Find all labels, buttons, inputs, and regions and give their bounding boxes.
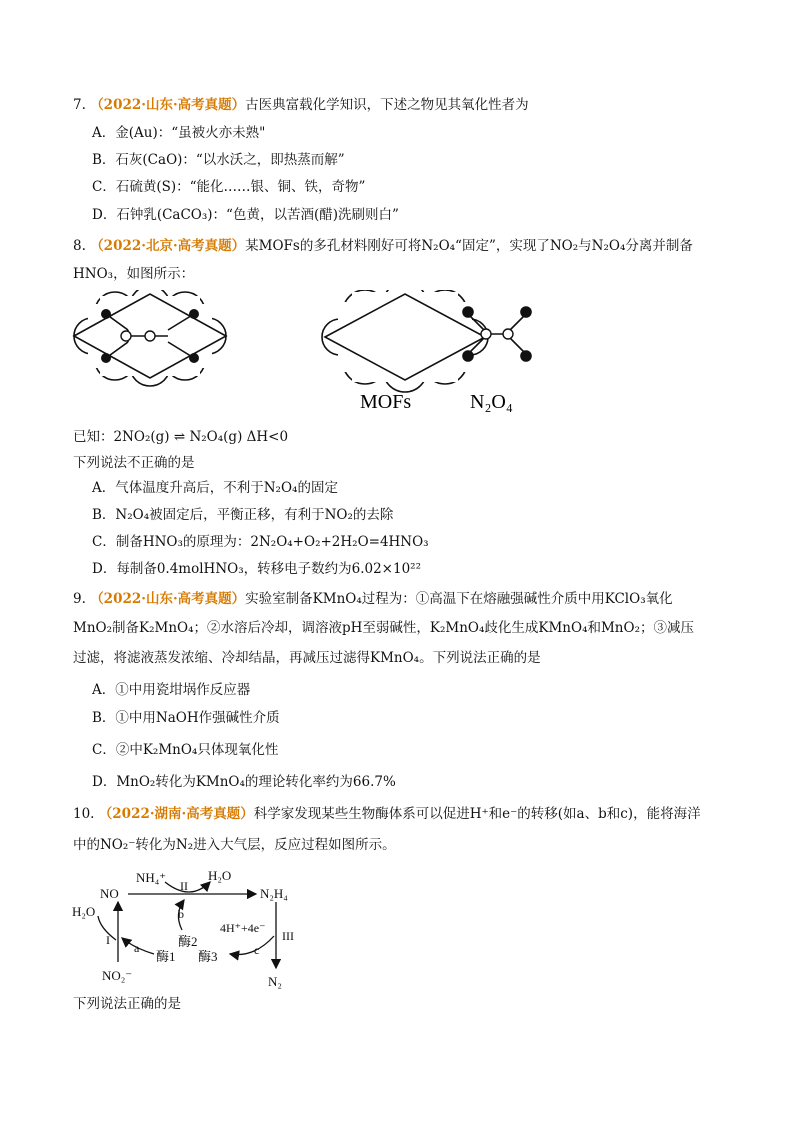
q8-question-line1: 某MOFs的多孔材料刚好可将N₂O₄“固定”，实现了NO₂与N₂O₄分离并制备 [245,238,693,254]
label-n2o4: N₂O₄ [470,391,513,413]
q10-question-line2: 中的NO₂⁻转化为N₂进入大气层，反应过程如图所示。 [73,837,396,853]
label-enz1: 酶1 [156,949,176,964]
q9-source: （2022·山东·高考真题） [90,591,246,607]
q8-mofs-figure [70,290,550,415]
label-nh4: NH₄⁺ [136,870,167,885]
label-n2: N₂ [268,974,282,989]
q10-source: （2022·湖南·高考真题） [98,806,254,822]
q7-stem [73,95,529,115]
mofs-with-n2o4-icon [74,290,226,386]
label-h-e: 4H⁺+4e⁻ [220,921,266,935]
q10-number: 10. [73,806,95,822]
q7-number: 7. [73,97,86,113]
q8-option-b: B．N₂O₄被固定后，平衡正移，有利于NO₂的去除 [92,507,394,523]
q9-option-c: C．②中K₂MnO₄只体现氧化性 [92,742,279,758]
q8-ask: 下列说法不正确的是 [73,455,195,471]
q10-reaction-diagram [70,860,340,990]
arrow-c [230,936,274,955]
label-enz2: 酶2 [178,934,198,949]
q9-stem [73,589,673,609]
q10-ask: 下列说法正确的是 [73,996,181,1012]
q7-option-a: A．金(Au)：“虽被火亦未熟" [92,125,266,141]
label-step3: III [282,929,294,943]
q9-option-b: B．①中用NaOH作强碱性介质 [92,710,280,726]
q8-question-line2: HNO₃，如图所示： [73,266,195,282]
q7-source: （2022·山东·高考真题） [90,97,246,113]
q7-option-c: C．石硫黄(S)：“能化……银、铜、铁，奇物” [92,179,366,195]
mofs-empty-icon [322,290,488,392]
q7-option-d: D．石钟乳(CaCO₃)：“色黄，以苦酒(醋)洗刷则白” [92,207,399,223]
label-step1: I [106,933,110,947]
label-enz3: 酶3 [198,949,218,964]
q8-source: （2022·北京·高考真题） [90,238,246,254]
label-h2o-top: H₂O [208,868,232,883]
q8-option-c: C．制备HNO₃的原理为：2N₂O₄+O₂+2H₂O=4HNO₃ [92,534,429,550]
q8-stem [73,236,693,256]
q9-question-line2: MnO₂制备K₂MnO₄；②水溶后冷却，调溶液pH至弱碱性，K₂MnO₄歧化生成KMnO₄和MnO₂；③减压 [73,620,694,636]
label-no2: NO₂⁻ [102,968,133,983]
q9-option-d: D．MnO₂转化为KMnO₄的理论转化率约为66.7% [92,774,396,790]
q8-option-d: D．每制备0.4molHNO₃，转移电子数约为6.02×10²² [92,561,421,577]
q9-question-line3: 过滤，将滤液蒸发浓缩、冷却结晶，再减压过滤得KMnO₄。下列说法正确的是 [73,650,541,666]
q10-question-line1: 科学家发现某些生物酶体系可以促进H⁺和e⁻的转移(如a、b和c)，能将海洋 [253,806,701,822]
q8-option-a: A．气体温度升高后，不利于N₂O₄的固定 [92,480,338,496]
label-a: a [134,941,140,955]
label-b: b [178,907,184,921]
q8-known: 已知：2NO₂(g) ⇌ N₂O₄(g) ΔH<0 [73,429,289,445]
q9-question-line1: 实验室制备KMnO₄过程为：①高温下在熔融强碱性介质中用KClO₃氧化 [245,591,673,607]
q10-stem [73,804,701,824]
label-mofs: MOFs [360,391,412,413]
q9-number: 9. [73,591,86,607]
label-c: c [254,943,260,957]
q7-option-b: B．石灰(CaO)：“以水沃之，即热蒸而解” [92,152,345,168]
label-no: NO [100,886,119,901]
q7-question: 古医典富载化学知识，下述之物见其氧化性者为 [245,97,529,113]
label-step2: II [180,879,188,893]
label-h2o-left: H₂O [72,904,96,919]
q9-option-a: A．①中用瓷坩埚作反应器 [92,682,251,698]
q8-number: 8. [73,238,86,254]
label-n2h4: N₂H₄ [260,886,288,901]
